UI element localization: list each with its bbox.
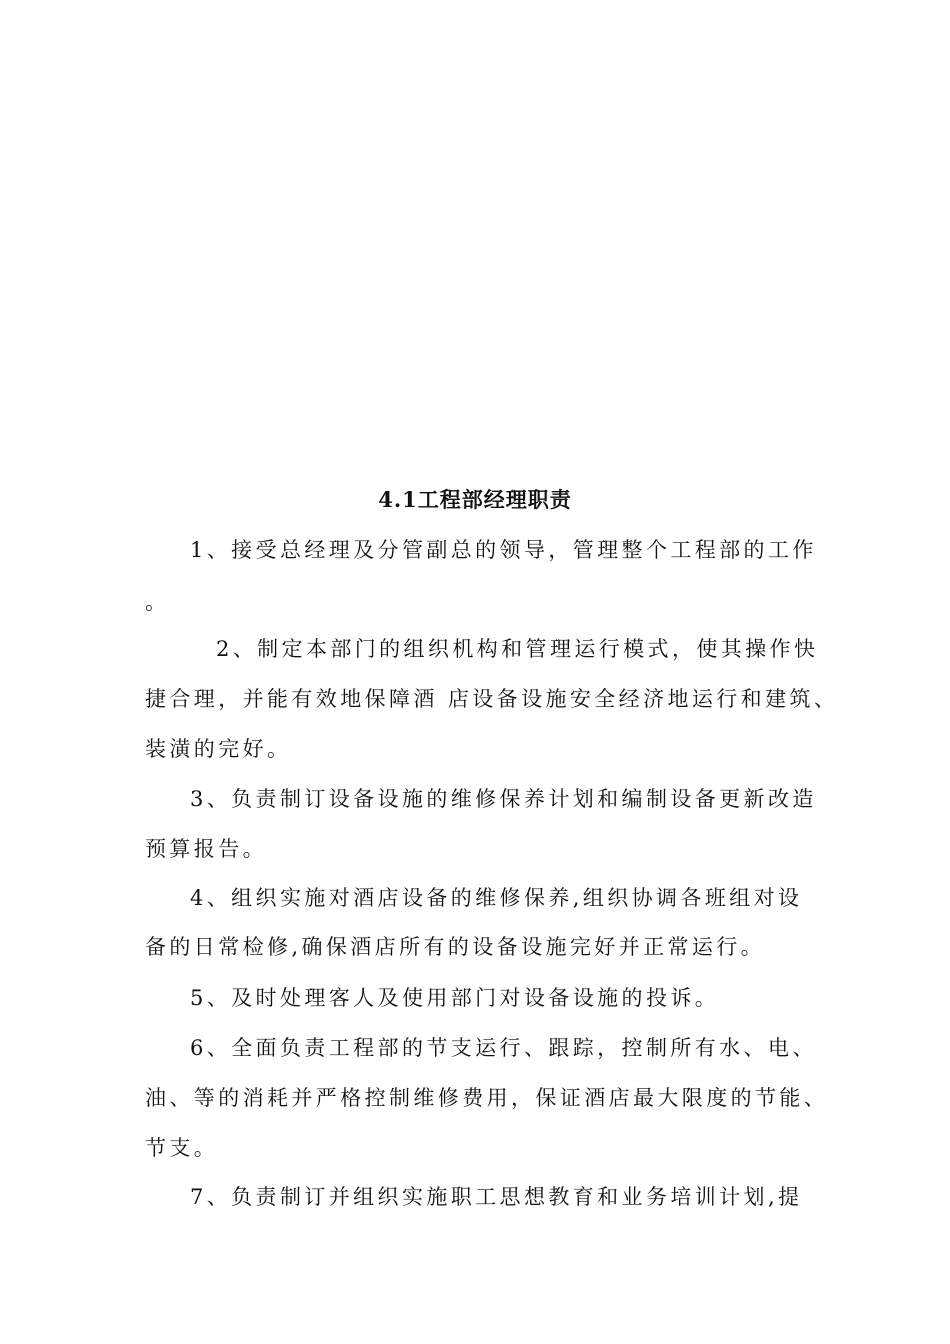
paragraph-5-line-1: 5、及时处理客人及使用部门对设备设施的投诉。 bbox=[190, 986, 720, 1010]
paragraph-6-line-1: 6、全面负责工程部的节支运行、跟踪，控制所有水、电、 bbox=[190, 1036, 817, 1060]
paragraph-6-line-3: 节支。 bbox=[145, 1136, 219, 1160]
paragraph-4-line-2: 备的日常检修,确保酒店所有的设备设施完好并正常运行。 bbox=[145, 935, 766, 959]
paragraph-1-line-2: 。 bbox=[145, 590, 170, 614]
paragraph-6-line-2: 油、等的消耗并严格控制维修费用，保证酒店最大限度的节能、 bbox=[145, 1086, 829, 1110]
paragraph-2-line-2: 捷合理，并能有效地保障酒 店设备设施安全经济地运行和建筑、 bbox=[145, 687, 839, 711]
section-title: 4.1工程部经理职责 bbox=[378, 487, 572, 512]
paragraph-7-line-1: 7、负责制订并组织实施职工思想教育和业务培训计划,提 bbox=[190, 1185, 803, 1209]
paragraph-3-line-1: 3、负责制订设备设施的维修保养计划和编制设备更新改造 bbox=[190, 787, 817, 811]
paragraph-4-line-1: 4、组织实施对酒店设备的维修保养,组织协调各班组对设 bbox=[190, 886, 803, 910]
paragraph-3-line-2: 预算报告。 bbox=[145, 837, 267, 861]
paragraph-2-line-3: 装潢的完好。 bbox=[145, 737, 292, 761]
paragraph-2-line-1: 2、制定本部门的组织机构和管理运行模式，使其操作快 bbox=[216, 637, 819, 661]
paragraph-1-line-1: 1、接受总经理及分管副总的领导，管理整个工程部的工作 bbox=[190, 538, 817, 562]
